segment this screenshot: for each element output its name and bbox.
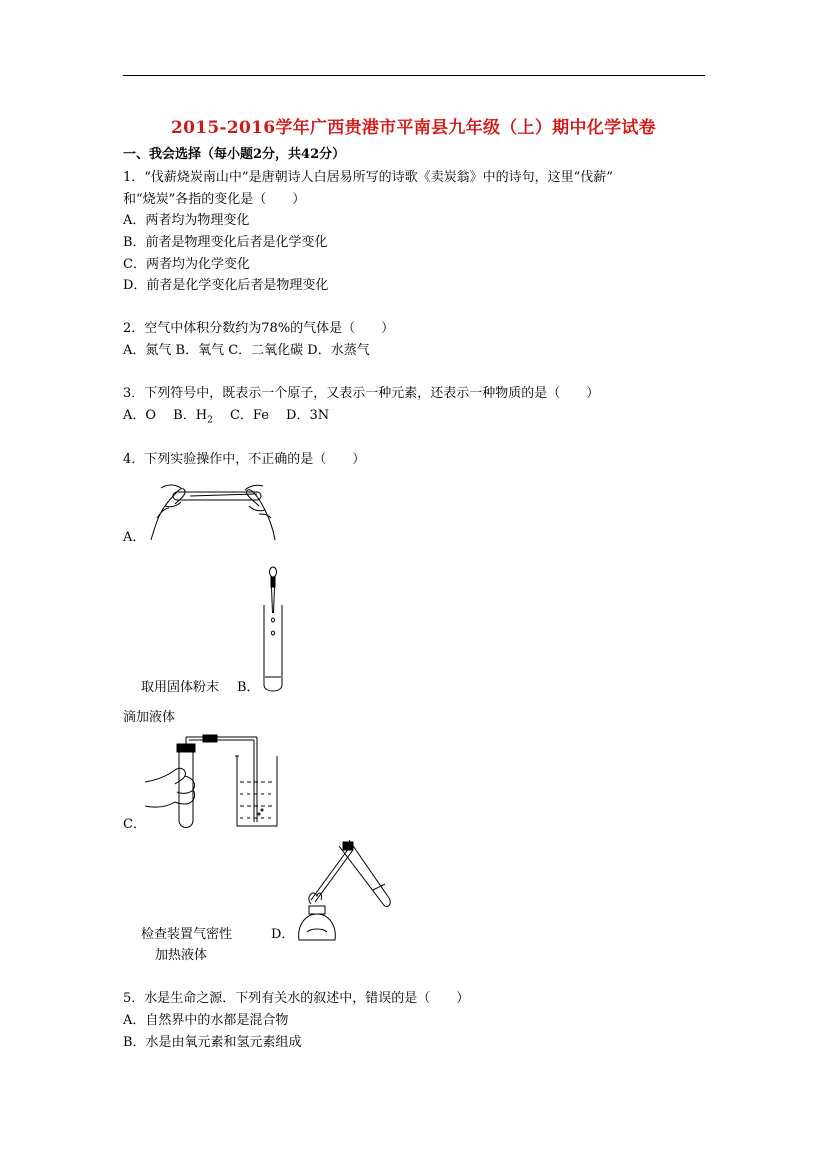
q3-options-prefix: A．O B．H bbox=[123, 408, 208, 423]
q4-caption-b: 滴加液体 bbox=[123, 710, 176, 725]
section-heading: 一、我会选择（每小题2分，共42分） bbox=[123, 147, 346, 162]
q1-option-a: A．两者均为物理变化 bbox=[123, 213, 250, 228]
q4-caption-c: 检查装置气密性 bbox=[141, 927, 233, 942]
q3-subscript: 2 bbox=[207, 415, 213, 426]
q2-options: A．氮气 B．氧气 C．二氧化碳 D．水蒸气 bbox=[123, 343, 370, 358]
figure-c-airtightness bbox=[145, 734, 285, 832]
q3-options bbox=[123, 408, 329, 429]
q4-label-d: D． bbox=[271, 927, 295, 942]
q1-option-c: C．两者均为化学变化 bbox=[123, 257, 250, 272]
q4-stem: 4．下列实验操作中，不正确的是（ ） bbox=[123, 452, 366, 467]
q1-option-d: D．前者是化学变化后者是物理变化 bbox=[123, 278, 329, 293]
q1-stem-line1: 1．“伐薪烧炭南山中”是唐朝诗人白居易所写的诗歌《卖炭翁》中的诗句，这里“伐薪” bbox=[123, 170, 613, 185]
q1-stem-line2: 和“烧炭”各指的变化是（ ） bbox=[123, 192, 306, 207]
figure-b-dropper bbox=[257, 565, 287, 695]
q3-stem: 3．下列符号中，既表示一个原子，又表示一种元素，还表示一种物质的是（ ） bbox=[123, 386, 600, 401]
q4-caption-d: 加热液体 bbox=[155, 948, 208, 963]
q5-option-b: B．水是由氧元素和氢元素组成 bbox=[123, 1035, 302, 1050]
q4-label-b: B． bbox=[237, 680, 260, 695]
q4-label-c: C． bbox=[123, 817, 146, 832]
page-title: 2015-2016学年广西贵港市平南县九年级（上）期中化学试卷 bbox=[171, 118, 656, 138]
header-rule bbox=[123, 75, 705, 76]
q5-option-a: A．自然界中的水都是混合物 bbox=[123, 1013, 289, 1028]
q1-option-b: B．前者是物理变化后者是化学变化 bbox=[123, 235, 328, 250]
q3-options-suffix: C．Fe D．3N bbox=[212, 408, 330, 423]
q5-stem: 5．水是生命之源．下列有关水的叙述中，错误的是（ ） bbox=[123, 991, 470, 1006]
figure-a-solid-powder bbox=[145, 478, 285, 544]
q2-stem: 2．空气中体积分数约为78%的气体是（ ） bbox=[123, 321, 395, 336]
q4-caption-a: 取用固体粉末 bbox=[141, 680, 220, 695]
q4-label-a: A． bbox=[123, 530, 146, 545]
figure-d-heating bbox=[293, 840, 393, 942]
